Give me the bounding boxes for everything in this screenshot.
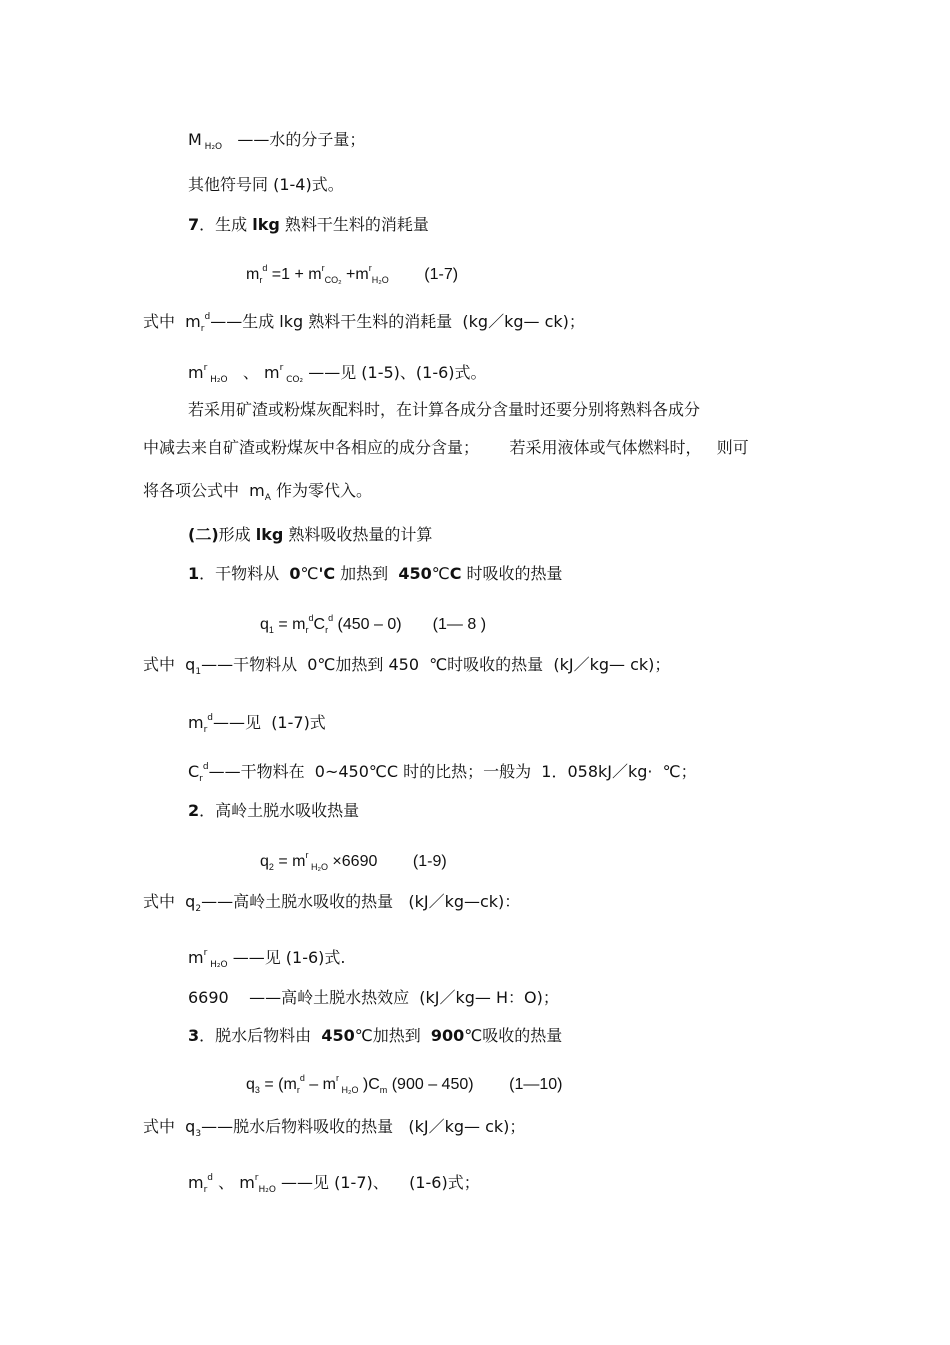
text-line: 6690 ——高岭土脱水热效应 (kJ／kg— H：O)； (188, 988, 559, 1007)
section-heading: 7．生成 lkg 熟料干生料的消耗量 (188, 215, 429, 234)
text-line: 其他符号同 (1-4)式。 (188, 175, 344, 194)
section-heading: 1．干物料从 0℃'C 加热到 450℃C 时吸收的热量 (188, 564, 563, 583)
text-line: $m_r^d——$见 (1-7)式 (188, 713, 326, 735)
text-line: $m^r$ $_{H_2O}$ 、 $m^r$ $_{CO_2}$ ——见 (1-5)、(1-6)式。 (188, 363, 487, 385)
equation-1-10: $q_3 = (m_r^d - m^r$ $_{H_2O}$ )$C_m$ (900 – 450) (1—10) (246, 1073, 563, 1095)
section-heading: 3．脱水后物料由 450℃加热到 900℃吸收的热量 (188, 1026, 563, 1045)
equation-1-8: $q_1 = m_r^dC_r^d$ (450 – 0) (1— 8 ) (260, 613, 487, 635)
text-line: $m_r^d$ 、 $m^r_{H_2O}$ ——见 (1-7)、 (1-6)式； (188, 1173, 480, 1195)
text-line: 式中 $q_2——$高岭土脱水吸收的热量 (kJ／kg—ck)： (143, 892, 521, 914)
text-line: $m^r$ $_{H_2O}$ ——见 (1-6)式. (188, 948, 346, 970)
paragraph-line: 中减去来自矿渣或粉煤灰中各相应的成分含量； 若采用液体或气体燃料时， 则可 (143, 438, 749, 457)
text-line: 式中 $q_1——$干物料从 0℃加热到 450 ℃时吸收的热量 (kJ／kg— ck)； (143, 655, 671, 677)
text-line: $C_r^d——$干物料在 0~450℃C 时的比热；一般为 1．058kJ／kg· ℃； (188, 762, 697, 784)
text-line: M $_{H_2O}$ ——水的分子量； (188, 130, 366, 152)
section-heading: 2．高岭土脱水吸收热量 (188, 801, 360, 820)
paragraph-line: 将各项公式中 $m_A$ 作为零代入。 (143, 481, 373, 503)
equation-1-7: $m_r^d =1 + m^r_{CO_2} +m^r_{H_2O}$ (1-7) (246, 263, 459, 285)
section-heading: (二)形成 lkg 熟料吸收热量的计算 (188, 525, 433, 544)
text-line: 式中 $q_3——$脱水后物料吸收的热量 (kJ／kg— ck)； (143, 1117, 526, 1139)
text-line: 式中 $m_r^d——$生成 lkg 熟料干生料的消耗量 (kg／kg— ck)； (143, 312, 585, 334)
paragraph-line: 若采用矿渣或粉煤灰配料时，在计算各成分含量时还要分别将熟料各成分 (188, 400, 701, 419)
equation-1-9: $q_2 = m^r$ $_{H_2O}$ ×6690 (1-9) (260, 850, 447, 872)
